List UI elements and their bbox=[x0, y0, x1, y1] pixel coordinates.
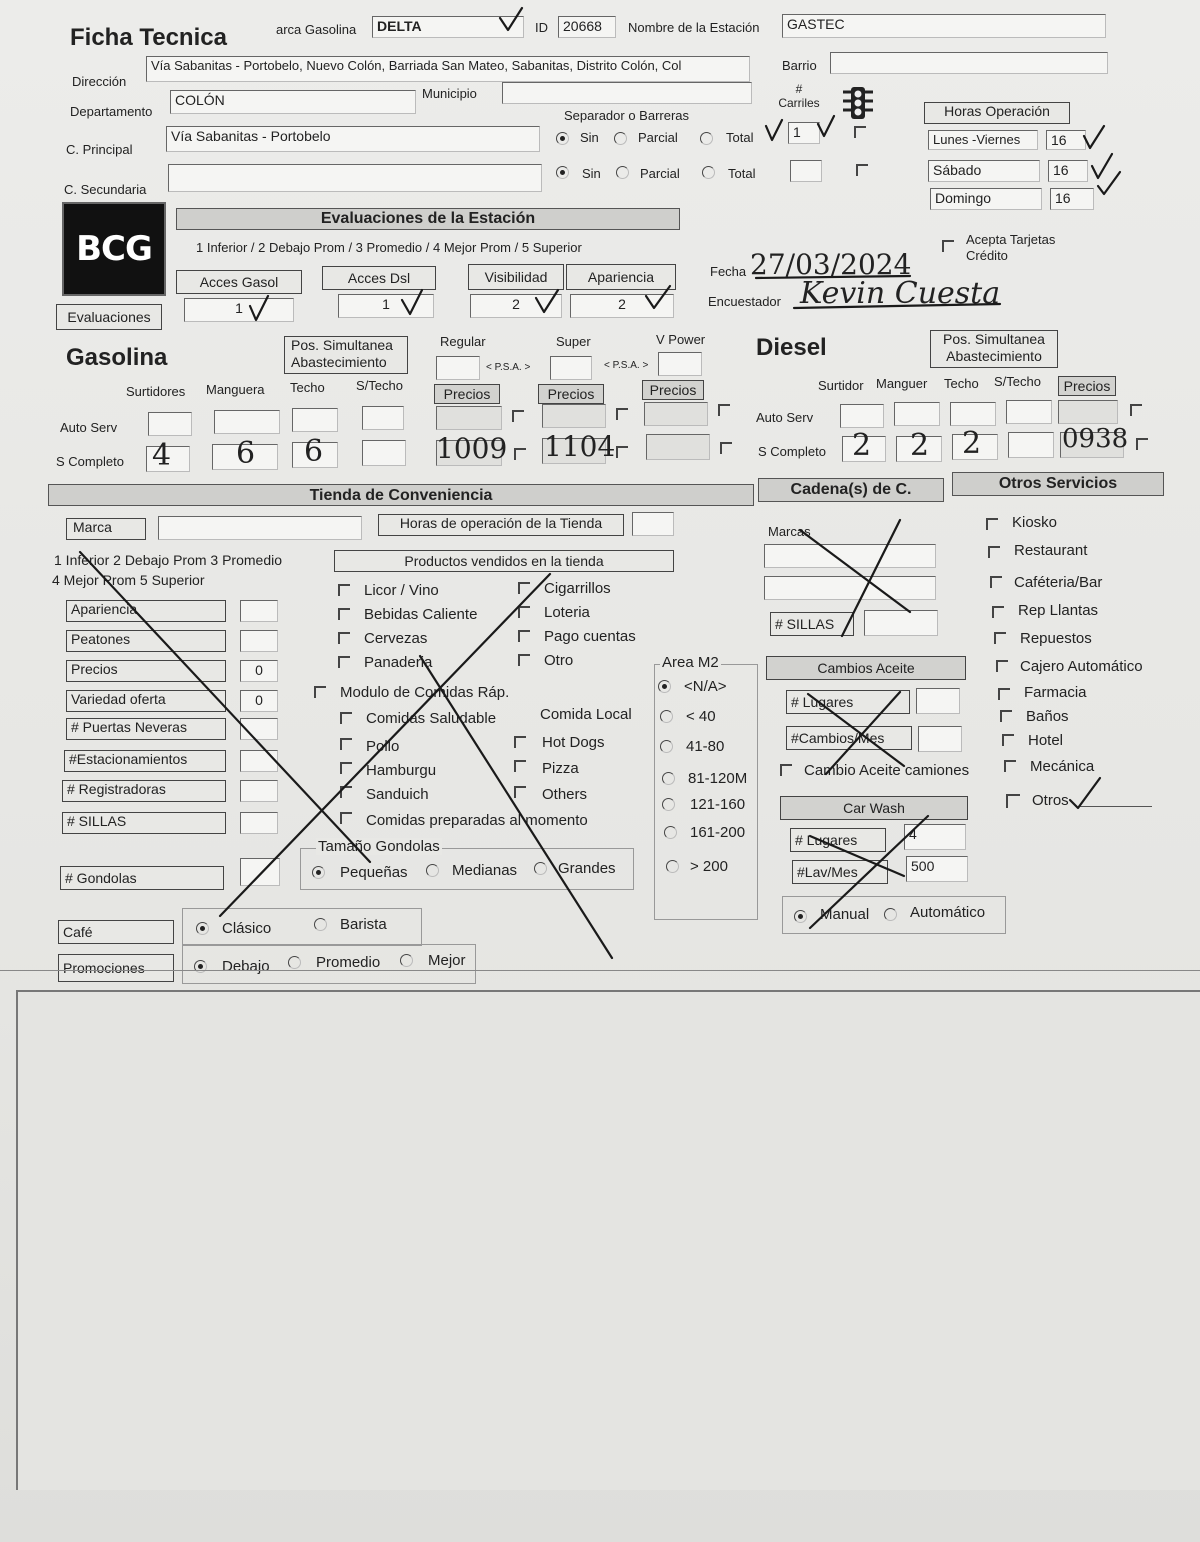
dsl-precios-label: Precios bbox=[1058, 376, 1116, 396]
otros-mecanica-label: Mecánica bbox=[1030, 758, 1095, 775]
prod-otro-label: Otro bbox=[544, 652, 574, 669]
evaluaciones-title: Evaluaciones de la Estación bbox=[176, 208, 680, 230]
visibilidad-field[interactable]: 2 bbox=[470, 294, 562, 318]
regular-label: Regular bbox=[440, 334, 486, 349]
cross-stroke bbox=[826, 692, 900, 774]
departamento-field[interactable]: COLÓN bbox=[170, 90, 416, 114]
encuestador-value[interactable]: Kevin Cuesta bbox=[800, 276, 1001, 311]
tienda-row-peatones: Peatones bbox=[66, 630, 226, 652]
visibilidad-label: Visibilidad bbox=[468, 264, 564, 290]
evaluaciones-scale: 1 Inferior / 2 Debajo Prom / 3 Promedio / 4 Mejor Prom / 5 Superior bbox=[196, 240, 582, 255]
tienda-horas-label: Horas de operación de la Tienda bbox=[378, 514, 624, 536]
dsl-col-surtidor: Surtidor bbox=[818, 378, 864, 393]
direccion-label: Dirección bbox=[72, 74, 127, 89]
fecha-value[interactable]: 27/03/2024 bbox=[750, 248, 912, 281]
barrio-label: Barrio bbox=[782, 58, 817, 73]
psa-label-2: < P.S.A. > bbox=[604, 360, 649, 371]
cross-stroke bbox=[800, 530, 910, 612]
precios-vpower-label: Precios bbox=[642, 380, 704, 400]
separador2-total-label: Total bbox=[728, 166, 756, 181]
modulo-label: Modulo de Comidas Ráp. bbox=[340, 684, 510, 701]
nombre-field[interactable]: GASTEC bbox=[782, 14, 1106, 38]
promo-promedio-label: Promedio bbox=[316, 954, 381, 971]
acces-gasol-label: Acces Gasol bbox=[176, 270, 302, 294]
tienda-scale-2: 4 Mejor Prom 5 Superior bbox=[52, 572, 205, 588]
check-mark-icon bbox=[1092, 154, 1112, 178]
separador2-sin-label: Sin bbox=[582, 166, 601, 181]
horas-title: Horas Operación bbox=[924, 102, 1070, 124]
tienda-row-estacionamientos: #Estacionamientos bbox=[64, 750, 226, 772]
dsl-sc-precio[interactable]: 0938 bbox=[1062, 424, 1129, 454]
otros-restaurant-label: Restaurant bbox=[1014, 542, 1088, 559]
separador2-parcial-label: Parcial bbox=[640, 166, 680, 181]
cambios-mes-label: #Cambios/Mes bbox=[786, 726, 912, 750]
otros-cafeteria-label: Caféteria/Bar bbox=[1014, 574, 1103, 591]
nombre-label: Nombre de la Estación bbox=[628, 20, 760, 35]
comida-pizza-label: Pizza bbox=[542, 760, 579, 777]
carwash-lav-field[interactable]: 500 bbox=[906, 856, 968, 882]
dsl-sc-techo[interactable]: 2 bbox=[962, 426, 982, 461]
acces-gasol-field[interactable]: 1 bbox=[184, 298, 294, 322]
separador-sin-label: Sin bbox=[580, 130, 599, 145]
carwash-title: Car Wash bbox=[780, 796, 968, 820]
comida-saludable-label: Comidas Saludable bbox=[366, 710, 497, 727]
promo-debajo-label: Debajo bbox=[222, 958, 270, 975]
area-title: Area M2 bbox=[662, 654, 719, 671]
carriles-label: # Carriles bbox=[778, 82, 820, 110]
evaluaciones-side-label: Evaluaciones bbox=[56, 304, 162, 330]
prod-bebidas-label: Bebidas Caliente bbox=[364, 606, 478, 623]
dsl-sc-manguer[interactable]: 2 bbox=[910, 428, 930, 463]
cafe-label: Café bbox=[58, 920, 174, 944]
prod-cigarrillos-label: Cigarrillos bbox=[544, 580, 611, 597]
comida-preparadas-label: Comidas preparadas al momento bbox=[366, 812, 588, 829]
area-40-label: < 40 bbox=[686, 708, 716, 725]
cross-stroke bbox=[810, 816, 928, 928]
tienda-row-apariencia: Apariencia bbox=[66, 600, 226, 622]
carwash-lav-label: #Lav/Mes bbox=[792, 860, 888, 884]
horas-lunes-label: Lunes -Viernes bbox=[928, 130, 1038, 150]
horas-sabado-field[interactable]: 16 bbox=[1048, 160, 1088, 182]
apariencia-eval-label: Apariencia bbox=[566, 264, 676, 290]
promo-mejor-label: Mejor bbox=[428, 952, 466, 969]
prod-pago-label: Pago cuentas bbox=[544, 628, 636, 645]
precios-super-label: Precios bbox=[538, 384, 604, 404]
tienda-row-puertas: # Puertas Neveras bbox=[66, 718, 226, 740]
carwash-manual-label: Manual bbox=[820, 906, 870, 923]
marca-field[interactable]: DELTA bbox=[372, 16, 524, 38]
otros-title: Otros Servicios bbox=[952, 472, 1164, 496]
direccion-field[interactable]: Vía Sabanitas - Portobelo, Nuevo Colón, Barriada San Mateo, Sabanitas, Distrito Colón, Col bbox=[146, 56, 750, 82]
cross-stroke bbox=[420, 656, 612, 958]
gas-col-manguera: Manguera bbox=[206, 382, 265, 397]
check-mark-icon bbox=[1084, 126, 1104, 148]
otros-cajero-label: Cajero Automático bbox=[1020, 658, 1143, 675]
cross-stroke bbox=[80, 552, 370, 862]
gas-col-techo: Techo bbox=[290, 380, 325, 395]
prod-licor-label: Licor / Vino bbox=[364, 582, 439, 599]
municipio-label: Municipio bbox=[422, 86, 477, 101]
horas-domingo-field[interactable]: 16 bbox=[1050, 188, 1094, 210]
cross-stroke bbox=[842, 520, 900, 636]
area-na-label: <N/A> bbox=[684, 678, 727, 695]
otros-llantas-label: Rep Llantas bbox=[1018, 602, 1099, 619]
diesel-title: Diesel bbox=[756, 334, 827, 361]
cambios-camiones-label: Cambio Aceite camiones bbox=[804, 762, 970, 779]
dsl-auto-serv-label: Auto Serv bbox=[756, 410, 814, 425]
gas-col-stecho: S/Techo bbox=[356, 378, 403, 393]
check-mark-icon bbox=[402, 290, 422, 314]
carwash-lugares-label: # Lugares bbox=[790, 828, 886, 852]
gas-col-surtidores: Surtidores bbox=[126, 384, 186, 399]
gas-s-completo-label: S Completo bbox=[56, 454, 124, 469]
tienda-title: Tienda de Conveniencia bbox=[48, 484, 754, 506]
tienda-row-variedad: Variedad oferta bbox=[66, 690, 226, 712]
comida-hotdogs-label: Hot Dogs bbox=[542, 734, 605, 751]
cafe-barista-label: Barista bbox=[340, 916, 387, 933]
dsl-col-techo: Techo bbox=[944, 376, 979, 391]
super-label: Super bbox=[556, 334, 591, 349]
cadena-marcas-label: Marcas bbox=[768, 524, 811, 539]
otros-otros-label: Otros bbox=[1032, 792, 1069, 809]
departamento-label: Departamento bbox=[70, 104, 153, 119]
acces-dsl-label: Acces Dsl bbox=[322, 266, 436, 290]
area-81-120-label: 81-120M bbox=[688, 770, 748, 787]
vpower-label: V Power bbox=[656, 332, 706, 347]
area-200-label: > 200 bbox=[690, 858, 728, 875]
separador-total-label: Total bbox=[726, 130, 754, 145]
id-field[interactable]: 20668 bbox=[558, 16, 616, 38]
principal-field[interactable]: Vía Sabanitas - Portobelo bbox=[166, 126, 540, 152]
dsl-col-manguer: Manguer bbox=[876, 376, 928, 391]
tarjetas-label: Acepta Tarjetas Crédito bbox=[966, 232, 1056, 263]
dsl-sc-surtidor[interactable]: 2 bbox=[852, 428, 872, 463]
underline-stroke bbox=[756, 276, 910, 278]
tienda-val-variedad[interactable]: 0 bbox=[240, 690, 278, 712]
tienda-marca-label: Marca bbox=[66, 518, 146, 540]
gasolina-pos-label: Pos. Simultanea Abastecimiento bbox=[284, 336, 408, 374]
cafe-clasico-label: Clásico bbox=[222, 920, 272, 937]
comida-hamburgu-label: Hamburgu bbox=[366, 762, 437, 779]
diesel-pos-label: Pos. Simultanea Abastecimiento bbox=[930, 330, 1058, 368]
tamano-grandes-label: Grandes bbox=[558, 860, 616, 877]
marca-label: arca Gasolina bbox=[276, 22, 357, 37]
tamano-label: Tamaño Gondolas bbox=[318, 838, 440, 855]
tamano-pequenas-label: Pequeñas bbox=[340, 864, 408, 881]
gas-sc-techo[interactable]: 6 bbox=[304, 434, 324, 469]
tienda-row-registradoras: # Registradoras bbox=[62, 780, 226, 802]
check-mark-icon bbox=[818, 116, 834, 136]
otros-banos-label: Baños bbox=[1026, 708, 1069, 725]
otros-hotel-label: Hotel bbox=[1028, 732, 1064, 749]
cross-stroke bbox=[220, 574, 550, 916]
precios-regular-label: Precios bbox=[434, 384, 500, 404]
cadena-sillas-label: # SILLAS bbox=[770, 612, 854, 636]
psa-label-1: < P.S.A. > bbox=[486, 362, 531, 373]
separador-label: Separador o Barreras bbox=[564, 108, 690, 123]
bcg-logo: BCG bbox=[62, 202, 166, 296]
check-mark-icon bbox=[766, 120, 782, 140]
check-mark-icon bbox=[1098, 172, 1120, 194]
tienda-row-sillas: # SILLAS bbox=[62, 812, 226, 834]
encuestador-label: Encuestador bbox=[708, 294, 781, 309]
otros-repuestos-label: Repuestos bbox=[1020, 630, 1092, 647]
horas-domingo-label: Domingo bbox=[930, 188, 1042, 210]
area-121-160-label: 121-160 bbox=[690, 796, 746, 813]
dsl-col-stecho: S/Techo bbox=[994, 374, 1041, 389]
id-label: ID bbox=[535, 20, 548, 35]
carwash-automatico-label: Automático bbox=[910, 904, 986, 921]
check-mark-icon bbox=[536, 290, 558, 312]
area-161-200-label: 161-200 bbox=[690, 824, 746, 841]
comida-local-label: Comida Local bbox=[540, 706, 632, 723]
horas-lunes-field[interactable]: 16 bbox=[1046, 130, 1086, 150]
productos-title: Productos vendidos en la tienda bbox=[334, 550, 674, 572]
gas-auto-serv-label: Auto Serv bbox=[60, 420, 118, 435]
promociones-label: Promociones bbox=[58, 954, 174, 982]
principal-label: C. Principal bbox=[66, 142, 133, 157]
horas-sabado-label: Sábado bbox=[928, 160, 1040, 182]
tienda-gondolas-label: # Gondolas bbox=[60, 866, 224, 890]
gasolina-title: Gasolina bbox=[66, 344, 168, 371]
prod-panaderia-label: Panaderia bbox=[364, 654, 433, 671]
apariencia-eval-field[interactable]: 2 bbox=[570, 294, 674, 318]
underline-stroke bbox=[794, 304, 1000, 308]
dsl-s-completo-label: S Completo bbox=[758, 444, 826, 459]
tamano-medianas-label: Medianas bbox=[452, 862, 518, 879]
area-41-80-label: 41-80 bbox=[686, 738, 725, 755]
acces-dsl-field[interactable]: 1 bbox=[338, 294, 434, 318]
gas-sc-precio-regular[interactable]: 1009 bbox=[436, 432, 508, 465]
carriles-field[interactable]: 1 bbox=[788, 122, 820, 144]
form-title: Ficha Tecnica bbox=[70, 24, 227, 51]
otros-kiosko-label: Kiosko bbox=[1012, 514, 1058, 531]
cambios-lugares-label: # Lugares bbox=[786, 690, 910, 714]
check-mark-icon bbox=[1070, 778, 1100, 808]
secundaria-label: C. Secundaria bbox=[64, 182, 147, 197]
fecha-label: Fecha bbox=[710, 264, 747, 279]
tienda-scale-1: 1 Inferior 2 Debajo Prom 3 Promedio bbox=[54, 552, 282, 568]
gas-sc-manguera[interactable]: 6 bbox=[236, 436, 256, 471]
separador-parcial-label: Parcial bbox=[638, 130, 678, 145]
comida-pollo-label: Pollo bbox=[366, 738, 400, 755]
comida-others-label: Others bbox=[542, 786, 588, 803]
otros-farmacia-label: Farmacia bbox=[1024, 684, 1087, 701]
tienda-row-precios: Precios bbox=[66, 660, 226, 682]
prod-cervezas-label: Cervezas bbox=[364, 630, 428, 647]
gas-sc-precio-super[interactable]: 1104 bbox=[544, 430, 616, 463]
gas-sc-surtidores[interactable]: 4 bbox=[152, 438, 172, 473]
cross-stroke bbox=[810, 836, 904, 876]
check-mark-icon bbox=[646, 286, 670, 308]
prod-loteria-label: Loteria bbox=[544, 604, 590, 621]
carwash-lugares-field[interactable]: 4 bbox=[904, 824, 966, 850]
cambios-title: Cambios Aceite bbox=[766, 656, 966, 680]
cadena-title: Cadena(s) de C. bbox=[758, 478, 944, 502]
tienda-val-precios[interactable]: 0 bbox=[240, 660, 278, 682]
check-mark-icon bbox=[500, 8, 522, 30]
comida-sanduich-label: Sanduich bbox=[366, 786, 429, 803]
check-mark-icon bbox=[250, 296, 268, 320]
